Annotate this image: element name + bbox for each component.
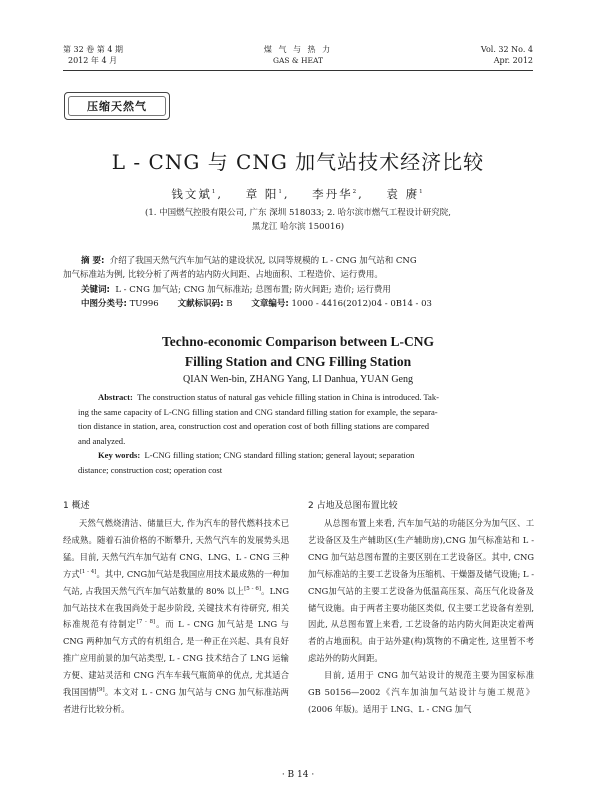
section-2-para-2: 目前, 适用于 CNG 加气站设计的规范主要为国家标准 GB 50156—2002《汽车加油加气站设计与施工规范》(2006 年版)。适用于 LNG、L - CNG 加气 xyxy=(308,670,534,714)
section-2-heading: 2 占地及总图布置比较 xyxy=(308,501,398,511)
abstract-en-line-2: ing the same capacity of L-CNG filling station and CNG standard filling station for example, the separa- xyxy=(78,406,438,417)
abstract-en xyxy=(78,390,522,478)
title-en-line-2: Filling Station and CNG Filling Station xyxy=(184,354,412,369)
ref-9: [9] xyxy=(96,687,105,694)
ref-7-8: [7 - 8] xyxy=(136,619,156,626)
abstract-en-line-3: tion distance in station, area, construction cost and operation cost of both filling stations are compared xyxy=(78,421,430,432)
ref-5-6: [5 - 6] xyxy=(244,585,262,592)
affiliation-cn xyxy=(0,206,596,234)
abstract-cn-label: 摘 要: xyxy=(81,256,105,266)
column-right xyxy=(308,498,534,718)
header-volume: 第 32 卷 第 4 期 xyxy=(63,45,123,54)
keywords-cn: 关键词: L - CNG 加气站; CNG 加气标准站; 总图布置; 防火间距; 造价; 运行费用 xyxy=(81,284,391,295)
abstract-en-label: Abstract: xyxy=(98,392,133,402)
affiliation-line-2: 黑龙江 哈尔滨 150016) xyxy=(251,222,345,232)
abstract-cn-line-2: 加气标准站为例, 比较分析了两者的站内防火间距、占地面积、工程造价、运行费用。 xyxy=(63,270,383,281)
title-en-line-1: Techno-economic Comparison between L-CNG xyxy=(161,334,435,349)
author-2: 章 阳$^1$ xyxy=(245,187,284,201)
article-title-cn: L - CNG 与 CNG 加气站技术经济比较 xyxy=(111,150,485,174)
author-4: 袁 赓$^1$ xyxy=(386,187,425,201)
author-1: 钱文斌$^1$ xyxy=(171,187,218,201)
keywords-en-line-2: distance; construction cost; operation cost xyxy=(78,464,223,475)
section-1-heading: 1 概述 xyxy=(63,501,90,511)
author-3: 李丹华$^2$ xyxy=(312,187,359,201)
keywords-cn-label: 关键词: xyxy=(81,284,110,295)
header-date-en: Apr. 2012 xyxy=(493,56,533,65)
section-2-para-1: 从总图布置上来看, 汽车加气站的功能区分为加气区、工艺设备区及生产辅助区(生产辅助房),CNG 加气标准站和 L - CNG 加气站总图布置的主要区别在工艺设备区。其中, CNG 加气标准站的主要工艺设备为压缩机、干燥器及储气设施; L - CNG加气站的主要工艺设备为低温高压泵、高压气化设备及储气设施。由于两者主要功能区类似, 仅主要工艺设备有差别, 因此, 从总图布置上来看, 工艺设备的站内防火间距决定着两者的占地面积。由于站外建(构)筑物的不确定性, 这里暂不考虑站外的防火间距。 xyxy=(308,518,534,664)
abstract-en-line-4: and analyzed. xyxy=(78,435,126,446)
journal-name-en: GAS & HEAT xyxy=(272,56,323,65)
keywords-en-line-1: Key words: L-CNG filling station; CNG standard filling station; general layout; separation xyxy=(98,450,415,461)
keywords-en-label: Key words: xyxy=(98,450,141,461)
abstract-cn-line-1: 摘 要: 介绍了我国天然气汽车加气站的建设状况, 以同等规模的 L - CNG 加气站和 CNG xyxy=(81,256,417,266)
journal-name-cn: 煤 气 与 热 力 xyxy=(263,45,333,54)
article-title-en xyxy=(0,332,596,372)
abstract-en-line-1: Abstract: The construction status of natural gas vehicle filling station in China is introduced. Tak- xyxy=(98,392,440,402)
section-1-body: 天然气燃烧清洁、储量巨大, 作为汽车的替代燃料技术已经成熟。随着石油价格的不断攀升, 天然气汽车的发展势头迅猛。目前, 天然气汽车加气站有 CNG、LNG、L - CNG 三种方式[1 - 4]。其中, CNG加气站是我国应用技术最成熟的一种加气站, 占我国天然气汽车加气站数量的 80% 以上[5 - 6]。LNG加气站技术在我国尚处于起步阶段, 关键技术有待研究, 相关标准规范有待制定[7 - 8]。而 L - CNG 加气站是 LNG 与 CNG 两种加气方式的有机组合, 是一种正在兴起、具有良好推广应用前景的加气站类型, L - CNG 技术结合了 LNG 运输方便、建站灵活和 CNG 汽车车载气瓶简单的优点, 尤其适合我国国情[9]。本文对 L - CNG 加气站与 CNG 加气标准站两者进行比较分析。 xyxy=(63,518,289,714)
header-right xyxy=(430,44,533,66)
header-volume-en: Vol. 32 No. 4 xyxy=(480,45,533,54)
classification-line: 中图分类号: TU996 文献标识码: B 文章编号: 1000 - 4416(2012)04 - 0B14 - 03 xyxy=(81,299,432,310)
column-badge-label: 压缩天然气 xyxy=(68,96,166,116)
affiliation-line-1: (1. 中国燃气控股有限公司, 广东 深圳 518033; 2. 哈尔滨市燃气工程设计研究院, xyxy=(145,208,451,218)
column-left xyxy=(63,498,289,718)
page-number: · B 14 · xyxy=(281,770,315,780)
column-badge xyxy=(64,92,170,120)
ref-1-4: [1 - 4] xyxy=(79,568,97,575)
authors-en: QIAN Wen-bin, ZHANG Yang, LI Danhua, YUAN Geng xyxy=(183,374,413,385)
authors-cn: 钱文斌$^1$, 章 阳$^1$, 李丹华$^2$, 袁 赓$^1$ xyxy=(171,187,425,201)
abstract-cn xyxy=(63,254,533,312)
header-date: 2012 年 4 月 xyxy=(68,56,118,65)
header-rule xyxy=(63,70,533,71)
